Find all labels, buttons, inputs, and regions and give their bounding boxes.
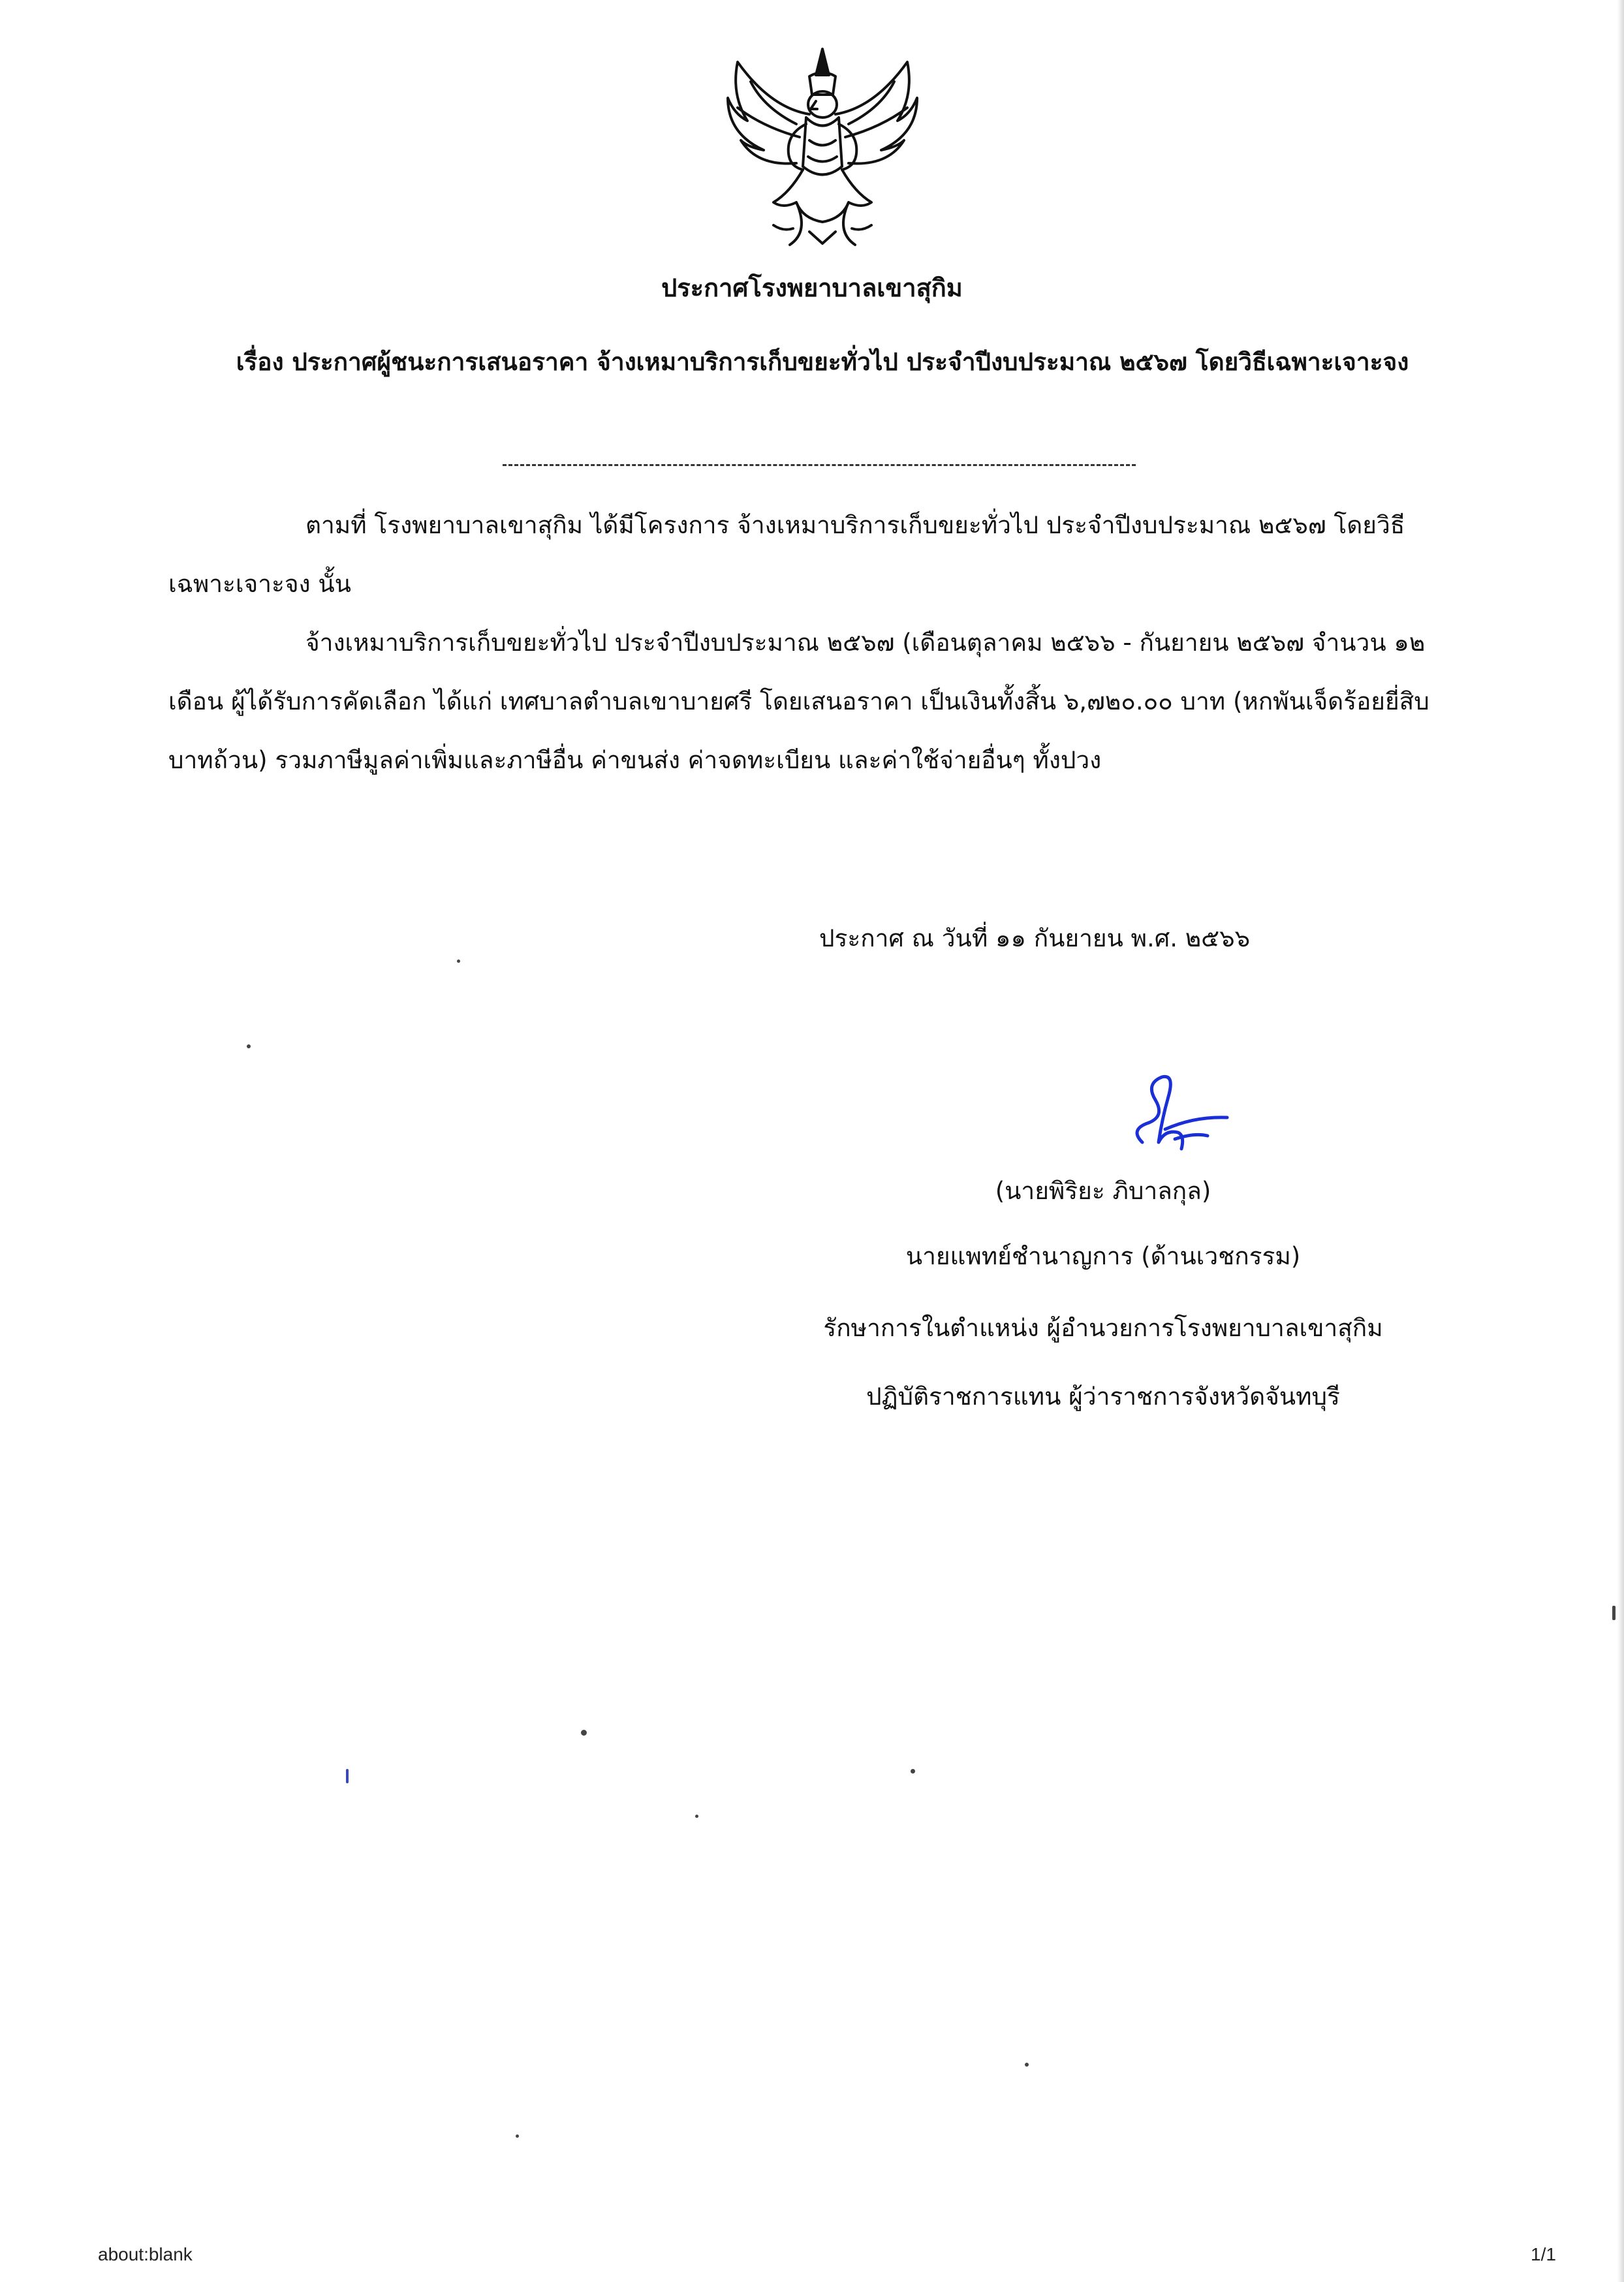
announcement-title: ประกาศโรงพยาบาลเขาสุกิม bbox=[661, 274, 963, 302]
scan-speck bbox=[1025, 2063, 1029, 2067]
subject-line: เรื่อง ประกาศผู้ชนะการเสนอราคา จ้างเหมาบริการเก็บขยะทั่วไป ประจำปีงบประมาณ ๒๕๖๗ โดยวิธีเฉพาะเจาะจง bbox=[236, 348, 1409, 376]
body-paragraph-2 bbox=[168, 614, 1448, 790]
signatory-on-behalf: ปฏิบัติราชการแทน ผู้ว่าราชการจังหวัดจันทบุรี bbox=[866, 1383, 1340, 1411]
garuda-emblem bbox=[711, 36, 933, 251]
dashed-divider bbox=[503, 464, 1136, 466]
page-edge bbox=[1617, 0, 1624, 2282]
scan-speck bbox=[695, 1815, 698, 1818]
signatory-name: (นายพิริยะ ภิบาลกุล) bbox=[995, 1177, 1211, 1205]
scan-speck bbox=[911, 1769, 915, 1774]
body-paragraph-1 bbox=[168, 496, 1448, 614]
scan-speck bbox=[247, 1044, 251, 1048]
scan-speck bbox=[516, 2134, 519, 2138]
signatory-acting-role: รักษาการในตำแหน่ง ผู้อำนวยการโรงพยาบาลเขาสุกิม bbox=[823, 1314, 1383, 1342]
scan-speck bbox=[581, 1730, 587, 1736]
paragraph-2-text: จ้างเหมาบริการเก็บขยะทั่วไป ประจำปีงบประมาณ ๒๕๖๗ (เดือนตุลาคม ๒๕๖๖ - กันยายน ๒๕๖๗ จำนวน ๑๒ เดือน ผู้ได้รับการคัดเลือก ได้แก่ เทศบาลตำบลเขาบายศรี โดยเสนอราคา เป็นเงินทั้งสิ้น ๖,๗๒๐.๐๐ บาท (หกพันเจ็ดร้อยยี่สิบบาทถ้วน) รวมภาษีมูลค่าเพิ่มและภาษีอื่น ค่าขนส่ง ค่าจดทะเบียน และค่าใช้จ่ายอื่นๆ ทั้งปวง bbox=[168, 629, 1429, 774]
scan-speck bbox=[1612, 1606, 1616, 1620]
footer-url: about:blank bbox=[98, 2244, 193, 2264]
paragraph-1-text: ตามที่ โรงพยาบาลเขาสุกิม ได้มีโครงการ จ้างเหมาบริการเก็บขยะทั่วไป ประจำปีงบประมาณ ๒๕๖๗ โดยวิธีเฉพาะเจาะจง นั้น bbox=[168, 511, 1405, 598]
scan-speck bbox=[346, 1769, 349, 1783]
announcement-date: ประกาศ ณ วันที่ ๑๑ กันยายน พ.ศ. ๒๕๖๖ bbox=[819, 924, 1251, 952]
signature-image bbox=[1103, 1071, 1234, 1162]
signatory-position: นายแพทย์ชำนาญการ (ด้านเวชกรรม) bbox=[905, 1242, 1301, 1270]
footer-page-count: 1/1 bbox=[1531, 2244, 1556, 2264]
scan-speck bbox=[457, 960, 460, 963]
